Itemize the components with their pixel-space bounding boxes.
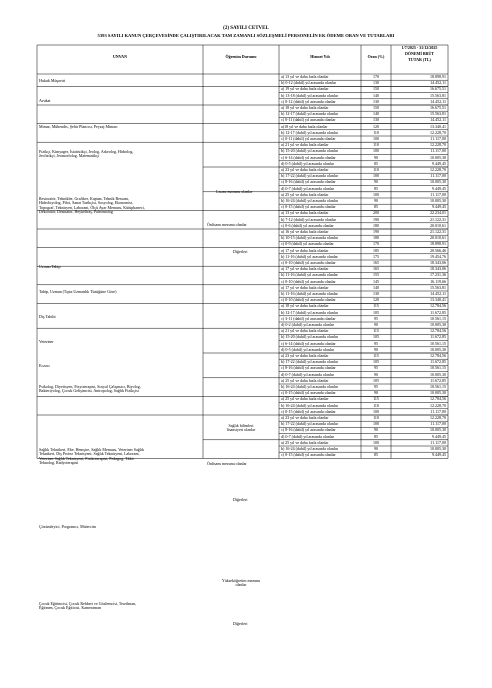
table-cell-hizmet: b) 11-16 (dahil) yıl arasında olanlar — [281, 291, 338, 296]
table-cell-hizmet: b) 0-12 (dahil) yıl arasında olanlar — [281, 80, 336, 86]
table-cell-tutar: 21.122,31 — [430, 229, 446, 234]
table-cell-tutar: 10.005,30 — [430, 346, 446, 352]
table-cell-hizmet: b) 16-24 (dahil) yıl arasında olanlar — [281, 198, 338, 203]
table-cell-hizmet: a) 25 yıl ve daha fazla olanlar — [281, 439, 329, 445]
title-cell: Uzman Tabip — [39, 264, 61, 269]
header-period: 1/7/2025 - 31/12/2025 — [401, 45, 438, 50]
table-cell-hizmet: a) 13 yıl ve daha fazla olanlar — [281, 210, 329, 216]
table-cell-oran: 150 — [373, 86, 379, 92]
table-cell-oran: 90 — [374, 179, 378, 185]
table-cell-hizmet: b) 17-22 (dahil) yıl arasında olanlar — [281, 359, 338, 365]
table-cell-tutar: 18.343,06 — [430, 266, 446, 272]
table-cell-tutar: 14.452,11 — [430, 291, 446, 296]
table-cell-oran: 115 — [373, 328, 379, 334]
table-cell-tutar: 10.561,15 — [430, 315, 446, 321]
title-cell: Tabip, Uzman (Tıpta Uzmanlık Tüzüğüne Göre) — [39, 289, 117, 294]
table-cell-tutar: 18.343,06 — [430, 260, 446, 265]
table-cell-hizmet: c) 0-11 (dahil) yıl arasında olanlar — [281, 117, 336, 123]
table-cell-hizmet: b) 11-16 (dahil) yıl arasında olanlar — [281, 272, 338, 278]
table-cell-hizmet: c) 6-14 (dahil) yıl arasında olanlar — [281, 154, 336, 160]
table-cell-oran: 140 — [373, 92, 379, 98]
table-cell-hizmet: a) 18 yıl ve daha fazla olanlar — [281, 303, 329, 309]
table-cell-hizmet: a) 25 yıl ve daha fazla olanlar — [281, 191, 329, 197]
education-cell: Diğerleri — [233, 621, 248, 626]
table-cell-tutar: 15.563,81 — [430, 284, 446, 290]
table-cell-tutar: 12.228,70 — [430, 415, 446, 420]
table-cell-oran: 130 — [373, 80, 379, 86]
table-cell-tutar: 10.561,15 — [430, 384, 446, 389]
table-cell-oran: 130 — [373, 291, 379, 296]
table-cell-hizmet: d) 0-5 (dahil) yıl arasında olanlar — [281, 160, 334, 166]
table-cell-hizmet: a) 19 yıl ve daha fazla olanlar — [281, 86, 329, 92]
table-cell-hizmet: d) 0-7 (dahil) yıl arasında olanlar — [281, 433, 334, 439]
table-cell-oran: 100 — [373, 173, 379, 179]
table-cell-oran: 170 — [373, 74, 379, 79]
table-cell-oran: 85 — [374, 204, 378, 210]
table-cell-tutar: 22.234,01 — [430, 210, 446, 216]
table-cell-oran: 105 — [373, 334, 379, 340]
table-cell-tutar: 9.449,45 — [432, 452, 446, 458]
table-cell-hizmet: c) 8-16 (dahil) yıl arasında olanlar — [281, 427, 336, 433]
table-cell-hizmet: c) 0-10 (dahil) yıl arasında olanlar — [281, 260, 336, 265]
table-cell-tutar: 9.449,45 — [432, 160, 446, 166]
table-cell-tutar: 20.010,61 — [430, 222, 446, 228]
table-cell-hizmet: c) 8-16 (dahil) yıl arasında olanlar — [281, 365, 336, 371]
table-cell-oran: 110 — [373, 167, 379, 172]
table-cell-tutar: 11.117,00 — [430, 173, 446, 179]
table-cell-hizmet: c) 0-15 (dahil) yıl arasında olanlar — [281, 390, 336, 396]
table-cell-oran: 100 — [373, 191, 379, 197]
table-cell-hizmet: b) 17-22 (dahil) yıl arasında olanlar — [281, 421, 338, 427]
table-cell-oran: 100 — [373, 148, 379, 154]
table-cell-tutar: 11.672,85 — [430, 359, 446, 365]
table-cell-oran: 155 — [373, 272, 379, 278]
table-cell-oran: 190 — [373, 216, 379, 222]
table-cell-tutar: 12.784,56 — [430, 303, 446, 309]
table-cell-hizmet: c) 0-10 (dahil) yıl arasında olanlar — [281, 297, 336, 303]
table-cell-hizmet: a) 18 yıl ve daha fazla olanlar — [281, 105, 329, 110]
table-cell-hizmet: c) 0-15 (dahil) yıl arasında olanlar — [281, 204, 336, 210]
table-cell-oran: 100 — [373, 439, 379, 445]
table-cell-hizmet: c) 0-9 (dahil) yıl arasında olanlar — [281, 241, 334, 247]
table-cell-oran: 130 — [373, 117, 379, 123]
table-cell-oran: 90 — [374, 198, 378, 203]
table-cell-tutar: 12.228,70 — [430, 129, 446, 135]
table-cell-oran: 110 — [373, 402, 379, 408]
table-cell-tutar: 19.454,76 — [430, 253, 446, 259]
table-cell-oran: 140 — [373, 111, 379, 117]
title-cell: Sağlık Teknikeri, Ebe, Hemşire, Sağlık Memuru, Veteriner Sağlık Teknikeri, Diş Protez Teknisyeni, Sağlık Teknisyeni, Laborant, Veteriner Sağlık Teknisyeni, Fizikoterapist, Pedagog, Tıbbi Teknolog, Radyoterapist — [39, 447, 144, 466]
table-cell-oran: 100 — [373, 408, 379, 414]
table-cell-oran: 100 — [373, 136, 379, 141]
table-cell-hizmet: b) 15-20 (dahil) yıl arasında olanlar — [281, 148, 338, 154]
header-ogrenim: Öğrenim Durumu — [225, 54, 257, 59]
table-cell-oran: 90 — [374, 390, 378, 396]
table-cell-hizmet: a)18 yıl ve daha fazla olanlar — [281, 123, 328, 129]
table-cell-hizmet: c) 0-15 (dahil) yıl arasında olanlar — [281, 452, 336, 458]
table-cell-hizmet: a) 16 yıl ve daha fazla olanlar — [281, 229, 329, 234]
table-cell-tutar: 10.005,30 — [430, 322, 446, 327]
table-cell-hizmet: a) 23 yıl ve daha fazla olanlar — [281, 353, 329, 358]
table-cell-oran: 90 — [374, 427, 378, 433]
table-cell-tutar: 10.005,30 — [430, 371, 446, 377]
table-cell-tutar: 9.449,45 — [432, 433, 446, 439]
table-cell-hizmet: a) 17 yıl ve daha fazla olanlar — [281, 284, 329, 290]
table-cell-oran: 90 — [374, 322, 378, 327]
header-oran: Oran (%) — [367, 54, 385, 59]
table-cell-oran: 165 — [373, 266, 379, 272]
table-cell-oran: 90 — [374, 154, 378, 160]
table-cell-oran: 120 — [373, 297, 379, 303]
table-cell-tutar: 10.005,30 — [430, 446, 446, 451]
table-cell-tutar: 17.231,36 — [430, 272, 446, 278]
table-cell-oran: 180 — [373, 235, 379, 241]
table-cell-oran: 90 — [374, 371, 378, 377]
title-cell: Psikolog, Diyetisyen, Fizyoterapist, Sosyal Çalışmacı, Biyolog, Bakteriyolog, Çocuk Gelişimcisi, Antropolog, Sağlık Fizikçisi — [39, 384, 141, 394]
title-cell: Restoratör, Teknikler, Grafiker, Kaptan, Teknik Ressam, Hidrobiyolog, Pilot, Sanat Tarihçisi, Sosyolog, Ekonomist, Topograf, Teknisyen, Laborant, Ölçü Ayar Memuru, Kütüphaneci, Dekoratör, Desinatör, Heykeltraş, Paleontolog — [39, 196, 145, 215]
table-cell-tutar: 12.228,70 — [430, 167, 446, 172]
table-cell-tutar: 10.005,30 — [430, 179, 446, 185]
table-cell-oran: 95 — [374, 384, 378, 389]
table-cell-tutar: 11.672,85 — [430, 377, 446, 383]
table-cell-tutar: 21.122,31 — [430, 216, 446, 222]
title-cell: Eczacı — [39, 363, 50, 368]
table-cell-oran: 95 — [374, 340, 378, 346]
table-cell-hizmet: b) 12-17 (dahil) yıl arasında olanlar — [281, 309, 338, 315]
table-cell-tutar: 14.452,11 — [430, 117, 446, 123]
table-cell-oran: 185 — [373, 247, 379, 253]
table-cell-tutar: 11.117,00 — [430, 421, 446, 427]
header-gross: DÖNEMİ BRÜT — [404, 51, 434, 56]
title-cell: Hukuk Müşaviri — [39, 78, 66, 83]
table-cell-oran: 100 — [373, 421, 379, 427]
table-cell-tutar: 11.672,85 — [430, 309, 446, 315]
table-cell-hizmet: c) 0-10 (dahil) yıl arasında olanlar — [281, 278, 336, 284]
header-unvan: UNVAN — [113, 54, 127, 59]
table-cell-hizmet: a) 17 yıl ve daha fazla olanlar — [281, 266, 329, 272]
table-cell-tutar: 12.228,70 — [430, 142, 446, 148]
table-cell-hizmet: c) 6-14 (dahil) yıl arasında olanlar — [281, 340, 336, 346]
table-cell-oran: 145 — [373, 278, 379, 284]
table-cell-tutar: 15.563,81 — [430, 111, 446, 117]
table-cell-tutar: 9.449,45 — [432, 204, 446, 210]
table-cell-oran: 190 — [373, 229, 379, 234]
header-amount: TUTAR (TL) — [408, 57, 431, 62]
table-cell-tutar: 12.784,56 — [430, 353, 446, 358]
table-cell-oran: 110 — [373, 142, 379, 148]
table-cell-hizmet: b) 13-18 (dahil) yıl arasında olanlar — [281, 92, 338, 98]
table-cell-tutar: 20.010,61 — [430, 235, 446, 241]
table-cell-hizmet: b) 16-24 (dahil) yıl arasında olanlar — [281, 446, 338, 451]
table-cell-tutar: 12.784,56 — [430, 328, 446, 334]
table-cell-tutar: 14.452,11 — [430, 80, 446, 86]
table-cell-tutar: 11.117,00 — [430, 191, 446, 197]
title-cell: Avukat — [39, 98, 51, 103]
table-cell-oran: 105 — [373, 359, 379, 365]
table-cell-tutar: 11.672,85 — [430, 334, 446, 340]
table-cell-hizmet: b) 10-15 (dahil) yıl arasında olanlar — [281, 235, 338, 241]
table-cell-tutar: 13.340,41 — [430, 297, 446, 303]
table-cell-hizmet: c) 0-6 (dahil) yıl arasında olanlar — [281, 222, 334, 228]
table-cell-oran: 170 — [373, 241, 379, 247]
table-cell-tutar: 10.561,15 — [430, 340, 446, 346]
document-subtitle: 5393 SAYILI KANUN ÇERÇEVESİNDE ÇALIŞTIRILACAK TAM ZAMANLI SÖZLEŞMELİ PERSONELİN EK ÖDEME ORAN VE TUTARLARI — [97, 33, 395, 38]
table-cell-oran: 90 — [374, 446, 378, 451]
table-cell-tutar: 16.675,51 — [430, 105, 446, 110]
table-cell-hizmet: b) 11-16 (dahil) yıl arasında olanlar — [281, 253, 338, 259]
table-cell-oran: 115 — [373, 303, 379, 309]
table-cell-tutar: 13.340,41 — [430, 123, 446, 129]
table-cell-oran: 85 — [374, 452, 378, 458]
education-cell: Diğerleri — [233, 249, 248, 254]
table-cell-oran: 140 — [373, 284, 379, 290]
table-cell-oran: 95 — [374, 365, 378, 371]
table-cell-oran: 85 — [374, 433, 378, 439]
table-cell-hizmet: b) 15-20 (dahil) yıl arasında olanlar — [281, 334, 338, 340]
table-cell-tutar: 10.005,30 — [430, 154, 446, 160]
table-cell-hizmet: a) 21 yıl ve daha fazla olanlar — [281, 328, 329, 334]
table-cell-hizmet: a) 25 yıl ve daha fazla olanlar — [281, 377, 329, 383]
education-cell: Yükseköğretim mezunu olanlar — [221, 578, 261, 588]
table-cell-tutar: 18.898,91 — [430, 241, 446, 247]
education-cell: Diğerleri — [233, 497, 248, 502]
table-cell-tutar: 10.005,30 — [430, 390, 446, 396]
table-cell-hizmet: a) 23 yıl ve daha fazla olanlar — [281, 167, 329, 172]
table-cell-hizmet: c) 0-15 (dahil) yıl arasında olanlar — [281, 408, 336, 414]
title-cell: Mimar, Mühendis, Şehir Plancısı, Peyzaj Mimarı — [39, 124, 118, 129]
table-cell-tutar: 10.561,15 — [430, 365, 446, 371]
table-cell-oran: 105 — [373, 377, 379, 383]
table-cell-tutar: 15.563,81 — [430, 92, 446, 98]
table-cell-hizmet: a) 13 yıl ve daha fazla olanlar — [281, 74, 329, 79]
table-cell-hizmet: b) 12-17 (dahil) yıl arasında olanlar — [281, 129, 338, 135]
table-cell-hizmet: a) 25 yıl ve daha fazla olanlar — [281, 396, 329, 402]
table-cell-tutar: 10.005,30 — [430, 427, 446, 433]
title-cell: Veteriner — [39, 339, 54, 344]
table-cell-hizmet: a) 17 yıl ve daha fazla olanlar — [281, 247, 329, 253]
table-cell-oran: 175 — [373, 253, 379, 259]
title-cell: Diş Tabibi — [39, 314, 56, 319]
table-cell-tutar: 20.566,46 — [430, 247, 446, 253]
table-cell-hizmet: b) 7-12 (dahil) yıl arasında olanlar — [281, 216, 336, 222]
table-cell-hizmet: c) 3-11 (dahil) yıl arasında olanlar — [281, 315, 336, 321]
document-title: (2) SAYILI CETVEL — [223, 26, 269, 31]
table-cell-oran: 130 — [373, 98, 379, 104]
table-cell-tutar: 11.117,00 — [430, 148, 446, 154]
table-cell-hizmet: a) 23 yıl ve daha fazla olanlar — [281, 415, 329, 420]
table-cell-oran: 120 — [373, 123, 379, 129]
table-cell-oran: 200 — [373, 210, 379, 216]
table-cell-hizmet: d) 0-7 (dahil) yıl arasında olanlar — [281, 371, 334, 377]
table-cell-oran: 110 — [373, 129, 379, 135]
table-cell-hizmet: c) 8-16 (dahil) yıl arasında olanlar — [281, 179, 336, 185]
table-cell-tutar: 14.452,11 — [430, 98, 446, 104]
table-cell-oran: 115 — [373, 396, 379, 402]
table-cell-tutar: 11.117,00 — [430, 136, 446, 141]
table-cell-tutar: 11.117,00 — [430, 408, 446, 414]
table-cell-hizmet: d) 0-2 (dahil) yıl arasında olanlar — [281, 322, 334, 327]
table-cell-hizmet: b) 12-17 (dahil) yıl arasında olanlar — [281, 111, 338, 117]
education-cell: Önlisans mezunu olanlar — [207, 222, 247, 227]
title-cell: Fizikçi, Kimyager, İstatistikçi, Jeolog, Arkeolog, Hidrolog, Jeofizikçi, Jeomorfolog, Matematikçi — [39, 149, 134, 159]
table-cell-oran: 115 — [373, 353, 379, 358]
table-cell-tutar: 9.449,45 — [432, 185, 446, 191]
table-cell-hizmet: b) 16-24 (dahil) yıl arasında olanlar — [281, 384, 338, 389]
title-cell: Çocuk Eğitimcisi, Çocuk Rehberi ve Gözlemcisi, Terzilman, Eğitmen, Çocuk Eğiticisi, Kameraman — [39, 601, 137, 611]
table-cell-oran: 180 — [373, 222, 379, 228]
table-cell-hizmet: c) 0-12 (dahil) yıl arasında olanlar — [281, 98, 336, 104]
table-cell-oran: 95 — [374, 315, 378, 321]
education-cell: Lisans mezunu olanlar — [216, 189, 253, 194]
table-cell-hizmet: d) 0-5 (dahil) yıl arasında olanlar — [281, 346, 334, 352]
table-cell-oran: 105 — [373, 309, 379, 315]
table-cell-tutar: 11.117,00 — [430, 439, 446, 445]
education-cell: Sağlık bilimleri lisansiyeri olanlar — [226, 423, 256, 433]
table-cell-hizmet: b) 17-22 (dahil) yıl arasında olanlar — [281, 173, 338, 179]
table-cell-oran: 110 — [373, 415, 379, 420]
table-cell-tutar: 16.119,66 — [430, 278, 446, 284]
table-cell-tutar: 18.898,91 — [430, 74, 446, 79]
table-cell-oran: 85 — [374, 160, 378, 166]
education-cell: Önlisans mezunu olanlar — [207, 461, 247, 466]
table-cell-hizmet: b) 16-24 (dahil) yıl arasında olanlar — [281, 402, 338, 408]
table-cell-tutar: 16.675,51 — [430, 86, 446, 92]
title-cell: Çözümleyici, Programcı, Mütercim — [39, 524, 96, 529]
table-cell-tutar: 12.228,70 — [430, 402, 446, 408]
table-cell-oran: 90 — [374, 346, 378, 352]
table-cell-hizmet: a) 21 yıl ve daha fazla olanlar — [281, 142, 329, 148]
table-cell-tutar: 12.784,56 — [430, 396, 446, 402]
table-cell-tutar: 10.005,30 — [430, 198, 446, 203]
table-cell-hizmet: c) 0-11 (dahil) yıl arasında olanlar — [281, 136, 336, 141]
table-cell-hizmet: d) 0-7 (dahil) yıl arasında olanlar — [281, 185, 334, 191]
header-hizmet: Hizmet Yılı — [310, 54, 330, 59]
table-cell-oran: 85 — [374, 185, 378, 191]
table-cell-oran: 165 — [373, 260, 379, 265]
table-cell-oran: 150 — [373, 105, 379, 110]
